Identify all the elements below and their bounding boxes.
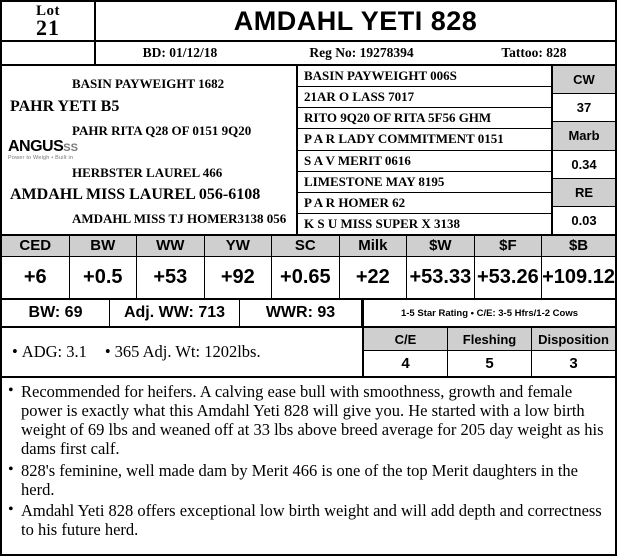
angus-ss-logo — [8, 138, 86, 161]
epd-label-bw: BW — [70, 236, 137, 257]
pedigree-g3-item: P A R LADY COMMITMENT 0151 — [298, 129, 551, 150]
epd-label-b: $B — [542, 236, 615, 257]
score-value-fleshing: 5 — [448, 351, 532, 376]
epd-label-yw: YW — [205, 236, 272, 257]
angus-logo-tagline: Power to Weigh • Built in — [8, 155, 74, 161]
performance-stats — [2, 300, 364, 326]
carcass-measures — [553, 66, 615, 234]
epd-value-bw: +0.5 — [83, 266, 123, 288]
epd-label-ced: CED — [2, 236, 69, 257]
star-rating-note: 1-5 Star Rating • C/E: 3-5 Hfrs/1-2 Cows — [400, 307, 578, 319]
dam-sire: HERBSTER LAUREL 466 — [72, 165, 223, 180]
epd-column-ced — [2, 236, 70, 298]
notes-section — [2, 378, 615, 539]
pedigree-g3-item: S A V MERIT 0616 — [298, 151, 551, 172]
epd-value-sc: +0.65 — [280, 266, 331, 288]
measure-label-marb: Marb — [553, 122, 615, 150]
pedigree-g3-item: K S U MISS SUPER X 3138 — [304, 215, 461, 231]
epd-value-yw: +92 — [220, 266, 255, 288]
performance-row — [2, 300, 615, 328]
pedigree-g3-item: RITO 9Q20 OF RITA 5F56 GHM — [298, 108, 551, 129]
dam: AMDAHL MISS LAUREL 056-6108 — [10, 186, 261, 203]
epd-column-bw — [70, 236, 138, 298]
epd-label-f: $F — [475, 236, 542, 257]
pedigree-g3-item: P A R HOMER 62 — [298, 193, 551, 214]
pedigree-generations-1-2 — [2, 66, 298, 234]
epd-column-yw — [205, 236, 273, 298]
measure-label-re: RE — [553, 179, 615, 207]
epd-column-beef-value — [542, 236, 615, 298]
measure-label-cw: CW — [553, 66, 615, 94]
score-value-disposition: 3 — [569, 355, 578, 372]
note-text: 828's feminine, well made dam by Merit 466 is one of the top Merit daughters in the herd. — [21, 460, 578, 499]
list-item — [8, 501, 607, 539]
lot-box — [2, 2, 96, 40]
note-text: Amdahl Yeti 828 offers exceptional low birth weight and will add depth and correctness to his future herd. — [21, 500, 602, 539]
epd-value-w: +53.33 — [409, 266, 472, 288]
adjusted-weaning-weight: Adj. WW: 713 — [110, 300, 240, 326]
tattoo: Tattoo: 828 — [501, 45, 567, 60]
bullet-icon: • — [104, 342, 111, 361]
pedigree-g3-item: 21AR O LASS 7017 — [298, 87, 551, 108]
angus-logo-ss: SS — [63, 142, 78, 154]
lot-number: 21 — [36, 15, 60, 40]
epd-value-ww: +53 — [153, 266, 188, 288]
sire-sire: BASIN PAYWEIGHT 1682 — [72, 76, 225, 91]
bullet-icon: • — [8, 382, 14, 399]
adg-stats — [2, 328, 364, 376]
bullet-icon: • — [12, 342, 18, 361]
bullet-icon: • — [8, 460, 14, 478]
epd-label-w: $W — [407, 236, 474, 257]
pedigree-g3-item: LIMESTONE MAY 8195 — [298, 172, 551, 193]
epd-label-ww: WW — [137, 236, 204, 257]
note-text: Recommended for heifers. A calving ease bull with smoothness, growth and female power is exactly what this Amdahl Yeti 828 will give you. He started with a low birth weight of 69 lbs and weaned off at 33 lbs above breed average for 205 day weight as his dams first calf. — [21, 382, 604, 459]
dam-dam: AMDAHL MISS TJ HOMER3138 056 — [72, 211, 287, 226]
epd-value-milk: +22 — [355, 266, 390, 288]
list-item — [8, 382, 607, 459]
adj-weight-value: 365 Adj. Wt: 1202lbs. — [114, 342, 261, 361]
lot-label: Lot — [36, 3, 60, 19]
epd-column-feedlot-value — [475, 236, 543, 298]
adg-and-scores-row — [2, 328, 615, 378]
score-table-body — [364, 351, 615, 376]
score-table — [364, 328, 615, 376]
epd-column-ww — [137, 236, 205, 298]
sire-dam: PAHR RITA Q28 OF 0151 9Q20 — [72, 123, 252, 138]
epd-label-milk: Milk — [340, 236, 407, 257]
id-spacer — [2, 42, 96, 64]
score-value-ce: 4 — [364, 351, 448, 376]
score-header-ce: C/E — [364, 328, 448, 350]
identification-row — [2, 42, 615, 66]
pedigree-generation-3 — [298, 66, 553, 234]
angus-logo-text: ANGUS — [8, 138, 64, 155]
score-header-disposition: Disposition — [538, 331, 609, 347]
measure-value-marb: 0.34 — [553, 151, 615, 179]
epd-value-ced: +6 — [23, 266, 47, 288]
epd-column-sc — [272, 236, 340, 298]
registration-number: Reg No: 19278394 — [309, 45, 414, 60]
measure-value-re: 0.03 — [571, 212, 597, 228]
adg-item — [12, 342, 87, 362]
epd-table — [2, 236, 615, 300]
epd-value-f: +53.26 — [477, 266, 539, 288]
adj-weight-item — [105, 342, 261, 362]
weaning-weight-ratio: WWR: 93 — [240, 300, 362, 326]
score-header-fleshing: Fleshing — [448, 328, 532, 350]
measure-value-cw: 37 — [553, 94, 615, 122]
bullet-icon: • — [8, 500, 14, 518]
epd-label-sc: SC — [272, 236, 339, 257]
epd-column-milk — [340, 236, 408, 298]
sire: PAHR YETI B5 — [10, 98, 120, 115]
pedigree-section — [2, 66, 615, 236]
page-title: AMDAHL YETI 828 — [233, 5, 478, 36]
score-table-header — [364, 328, 615, 351]
list-item — [8, 461, 607, 499]
epd-column-weaned-value — [407, 236, 475, 298]
birthdate: BD: 01/12/18 — [142, 45, 218, 60]
epd-value-b: +109.12 — [542, 266, 615, 288]
pedigree-g3-item: BASIN PAYWEIGHT 006S — [298, 66, 551, 87]
header — [2, 2, 615, 42]
birth-weight: BW: 69 — [2, 300, 110, 326]
adg-value: ADG: 3.1 — [21, 342, 87, 361]
